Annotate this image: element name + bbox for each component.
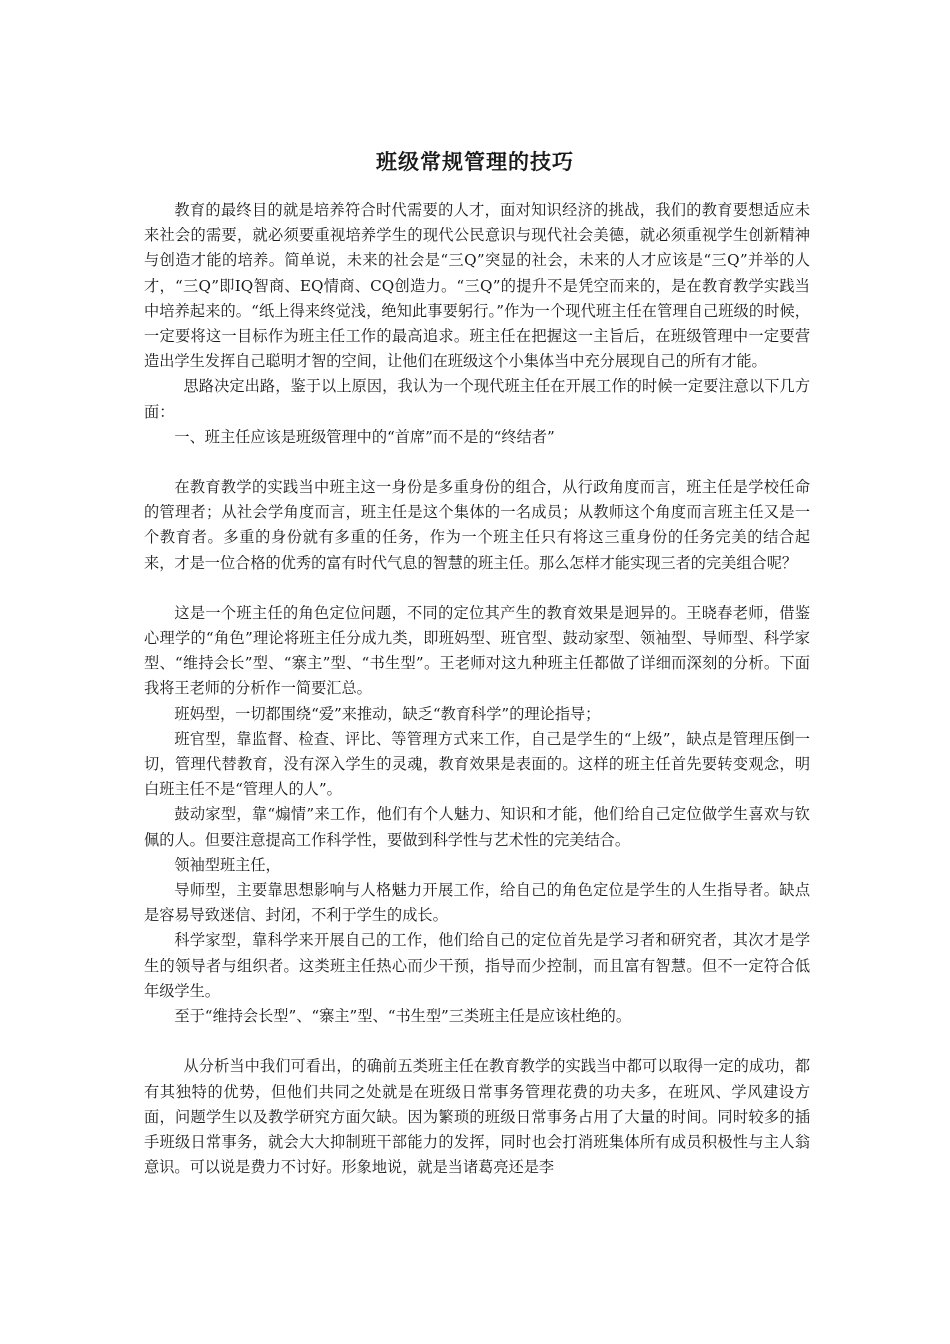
paragraph-type-leader: 领袖型班主任， [174, 855, 281, 874]
paragraph-intro: 教育的最终目的就是培养符合时代需要的人才，面对知识经济的挑战，我们的教育要想适应未来社会的需要，就必须要重视培养学生的现代公民意识与现代社会美德，就必须重视学生创新精神与创造才能的培养。简单说，未来的社会是“三Q”突显的社会，未来的人才应该是“三Q”并举的人才，“三Q”即IQ智商、EQ情商、CQ创造力。“三Q”的提升不是凭空而来的，是在教育教学实践当中培养起来的。“纸上得来终觉浅，绝知此事要躬行。”作为一个现代班主任在管理自己班级的时候，一定要将这一目标作为班主任工作的最高追求。班主任在把握这一主旨后，在班级管理中一定要营造出学生发挥自己聪明才智的空间，让他们在班级这个小集体当中充分展现自己的所有才能。 [144, 201, 810, 371]
document-body [144, 198, 810, 1180]
section-heading-1: 一、班主任应该是班级管理中的“首席”而不是的“终结者” [174, 427, 555, 446]
paragraph-multiple-roles: 在教育教学的实践当中班主这一身份是多重身份的组合，从行政角度而言，班主任是学校任命的管理者；从社会学角度而言，班主任是这个集体的一名成员；从教师这个角度而言班主任又是一个教育者。多重的身份就有多重的任务，作为一个班主任只有将这三重身份的任务完美的结合起来，才是一位合格的优秀的富有时代气息的智慧的班主任。那么怎样才能实现三者的完美组合呢？ [144, 478, 810, 572]
paragraph-types-to-avoid: 至于“维持会长型”、“寨主”型、“书生型”三类班主任是应该杜绝的。 [174, 1007, 632, 1026]
paragraph-type-official: 班官型，靠监督、检查、评比、等管理方式来工作，自己是学生的“上级”，缺点是管理压倒一切，管理代替教育，没有深入学生的灵魂，教育效果是表面的。这样的班主任首先要转变观念，明白班主任不是“管理人的人”。 [144, 729, 810, 799]
paragraph-role-types: 这是一个班主任的角色定位问题，不同的定位其产生的教育效果是迥异的。王晓春老师，借鉴心理学的“角色”理论将班主任分成九类，即班妈型、班官型、鼓动家型、领袖型、导师型、科学家型、“维持会长”型、“寨主”型、“书生型”。王老师对这九种班主任都做了详细而深刻的分析。下面我将王老师的分析作一简要汇总。 [144, 603, 810, 698]
paragraph-type-scientist: 科学家型，靠科学来开展自己的工作，他们给自己的定位首先是学习者和研究者，其次才是学生的领导者与组织者。这类班主任热心而少干预，指导而少控制，而且富有智慧。但不一定符合低年级学生。 [144, 931, 810, 1000]
paragraph-type-agitator: 鼓动家型，靠“煽情”来工作，他们有个人魅力、知识和才能，他们给自己定位做学生喜欢与钦佩的人。但要注意提高工作科学性，要做到科学性与艺术性的完美结合。 [144, 805, 810, 849]
paragraph-type-mother: 班妈型，一切都围绕“爱”来推动，缺乏“教育科学”的理论指导； [174, 704, 601, 723]
document-title: 班级常规管理的技巧 [376, 149, 574, 174]
paragraph-type-mentor: 导师型，主要靠思想影响与人格魅力开展工作，给自己的角色定位是学生的人生指导者。缺点是容易导致迷信、封闭，不利于学生的成长。 [144, 881, 810, 925]
paragraph-approach: 思路决定出路，鉴于以上原因，我认为一个现代班主任在开展工作的时候一定要注意以下几方面： [144, 377, 810, 421]
paragraph-analysis: 从分析当中我们可看出，的确前五类班主任在教育教学的实践当中都可以取得一定的成功，都有其独特的优势，但他们共同之处就是在班级日常事务管理花费的功夫多，在班风、学风建设方面，问题学生以及教学研究方面欠缺。因为繁琐的班级日常事务占用了大量的时间。同时较多的插手班级日常事务，就会大大抑制班干部能力的发挥，同时也会打消班集体所有成员积极性与主人翁意识。可以说是费力不讨好。形象地说，就是当诸葛亮还是李 [144, 1057, 810, 1177]
